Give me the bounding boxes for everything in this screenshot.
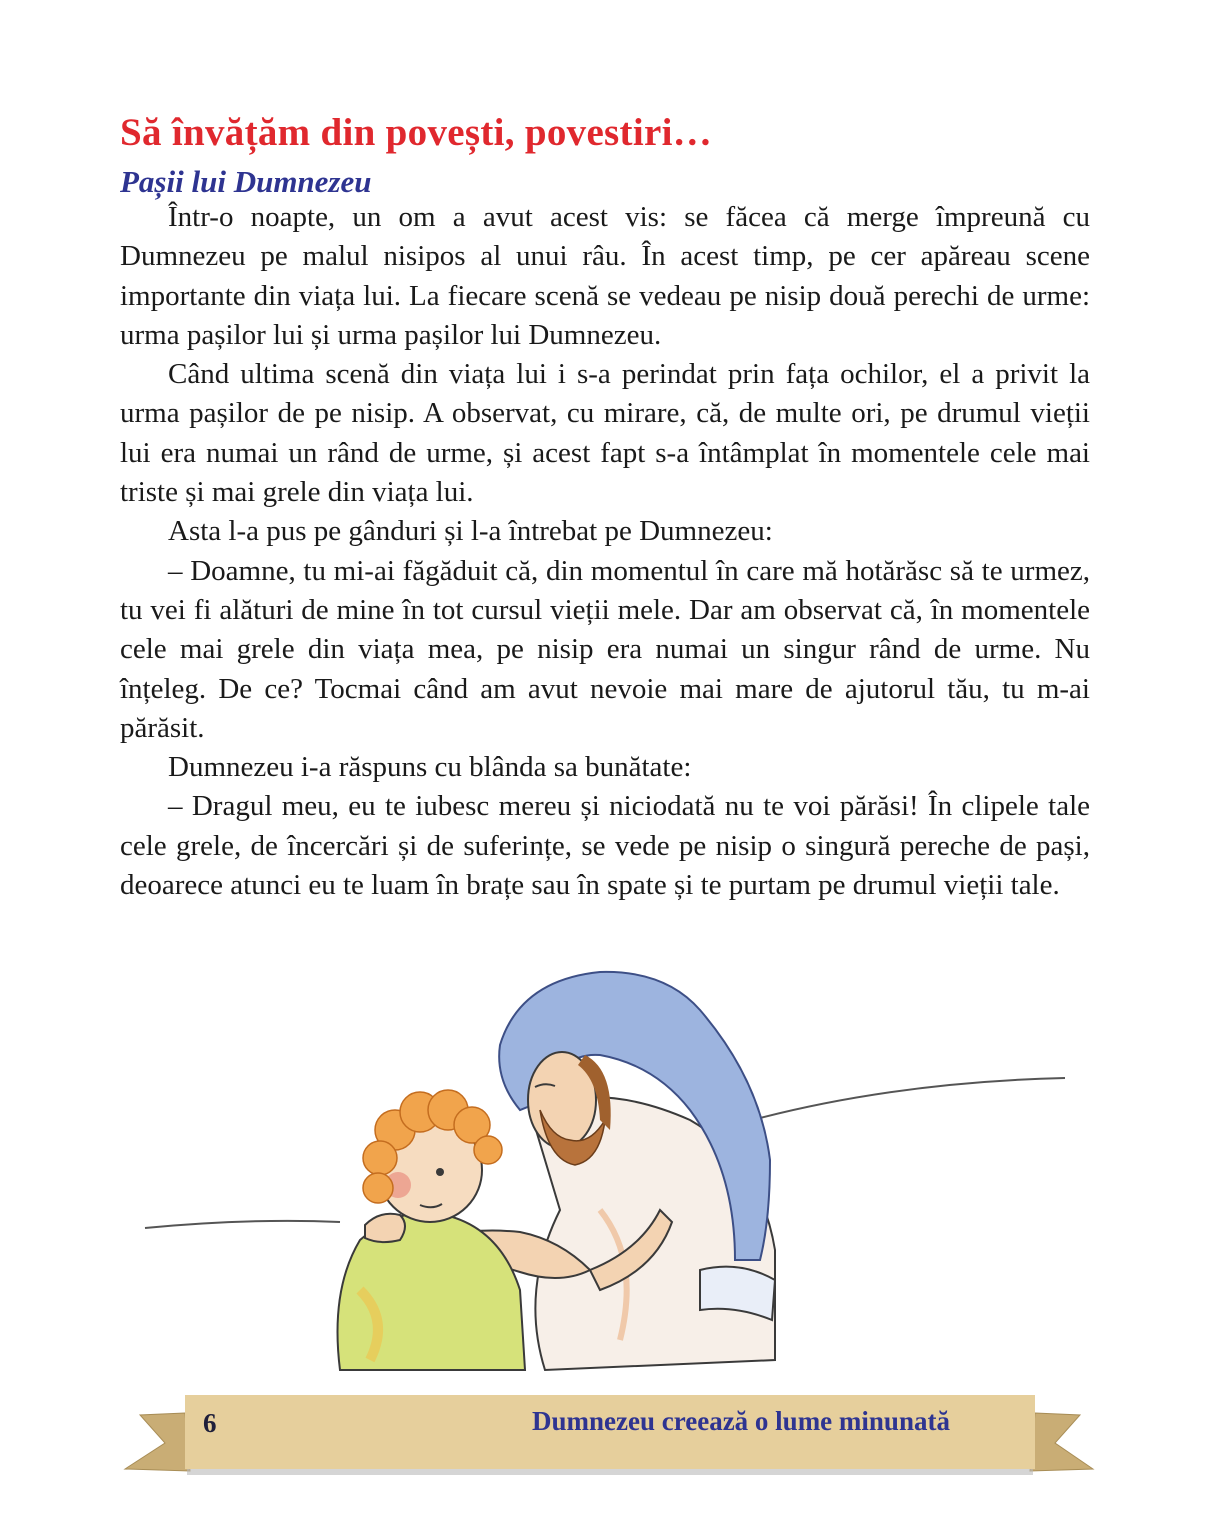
- chapter-title: Dumnezeu creează o lume minunată: [532, 1406, 950, 1436]
- paragraph-3: Asta l-a pus pe gânduri și l-a întrebat pe Dumnezeu:: [168, 515, 773, 548]
- horizon-line-right: [760, 1078, 1065, 1118]
- paragraph-6: – Dragul meu, eu te iubesc mereu și niciodată nu te voi părăsi! În clipele tale cele grele, de încercări și de suferințe, se vede pe nisip o singură pereche de pași, deoarece atunci eu te luam în brațe sau în spate și te purtam pe drumul vieții tale.: [120, 790, 1090, 902]
- section-heading: Să învățăm din povești, povestiri…: [120, 111, 713, 154]
- jesus-and-child-illustration: [0, 960, 1211, 1400]
- paragraph-2: Când ultima scenă din viața lui i s-a perindat prin fața ochilor, el a privit la urma pașilor de pe nisip. A observat, cu mirare, că, de multe ori, pe drumul vieții lui era numai un rând de urme, și acest fapt s-a întâmplat în momentele cele mai triste și mai grele din viața lui.: [120, 358, 1090, 509]
- horizon-line-left: [145, 1221, 340, 1228]
- paragraph-5: Dumnezeu i-a răspuns cu blânda sa bunătate:: [168, 751, 692, 784]
- story-text: [120, 198, 1090, 905]
- paragraph-4: – Doamne, tu mi-ai făgăduit că, din momentul în care mă hotărăsc să te urmez, tu vei fi alături de mine în tot cursul vieții mele. Dar am observat că, în momentele cele mai grele din viața mea, pe nisip era numai un singur rând de urme. Nu înțeleg. De ce? Tocmai când am avut nevoie mai mare de ajutorul tău, tu m-ai părăsit.: [120, 554, 1090, 744]
- story-title: Pașii lui Dumnezeu: [120, 164, 372, 199]
- page-number: 6: [203, 1408, 217, 1438]
- shoulder-hand: [365, 1214, 405, 1242]
- paragraph-1: Într-o noapte, un om a avut acest vis: se făcea că merge împreună cu Dumnezeu pe malul nisipos al unui râu. În acest timp, pe cer apăreau scene importante din viața lui. La fiecare scenă se vedeau pe nisip două perechi de urme: urma pașilor lui și urma pașilor lui Dumnezeu.: [120, 201, 1090, 351]
